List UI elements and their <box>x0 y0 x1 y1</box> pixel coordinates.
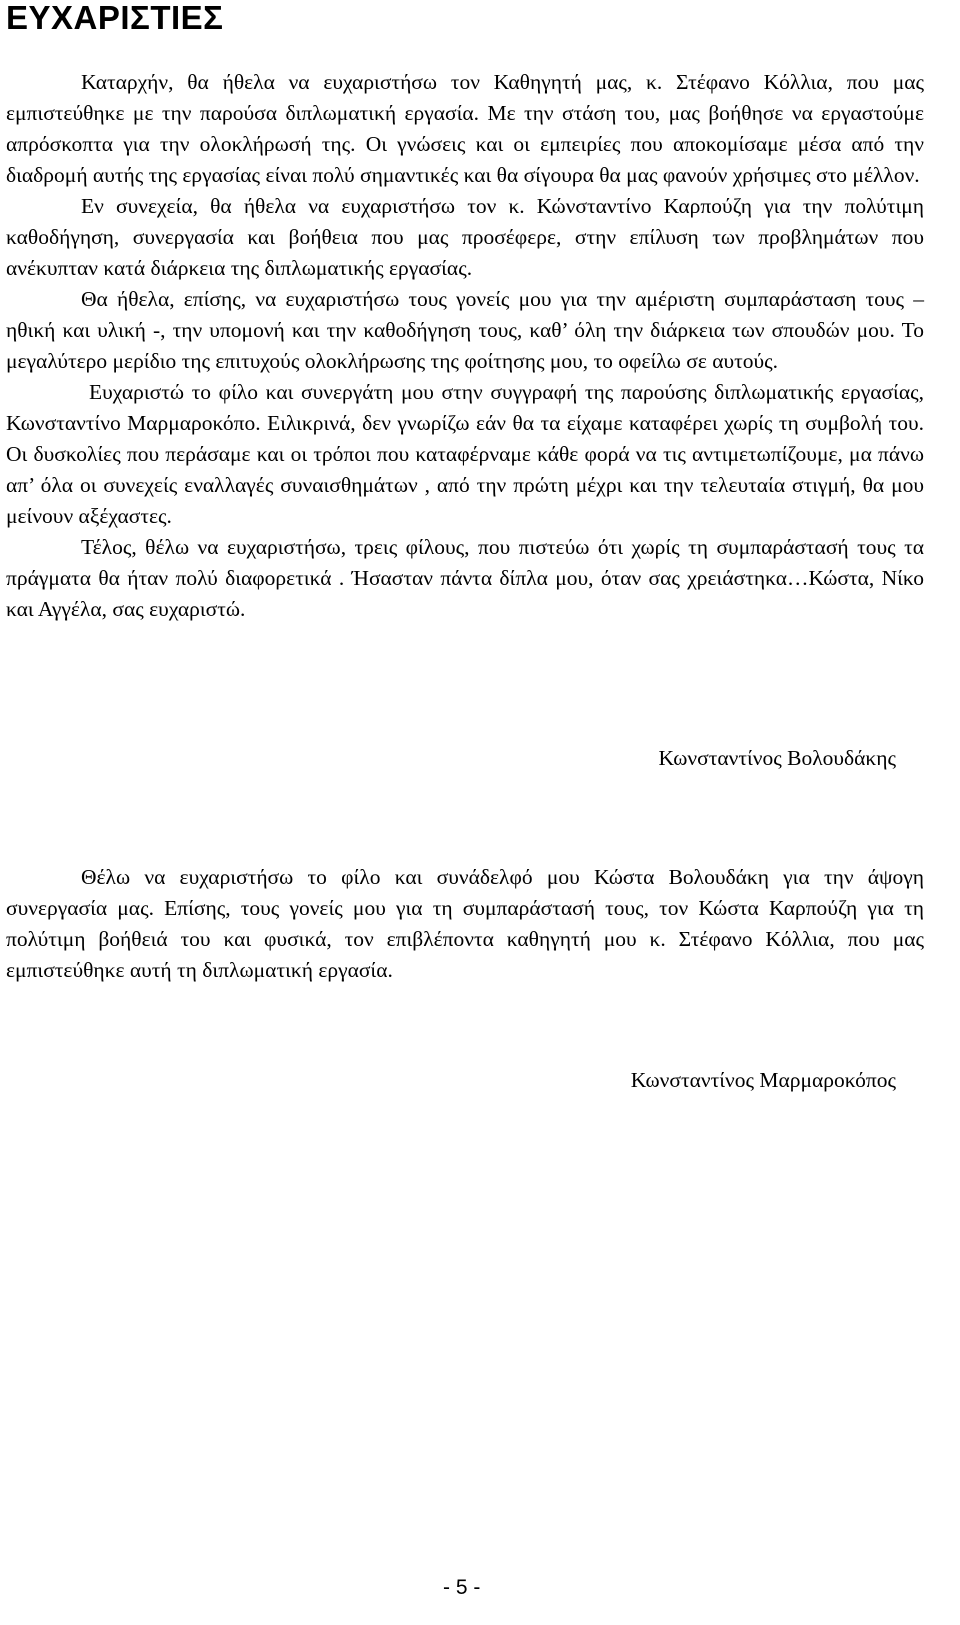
paragraph-4: Ευχαριστώ το φίλο και συνεργάτη μου στην συγγραφή της παρούσης διπλωματικής εργασίας, Κωνσταντίνο Μαρμαροκόπο. Ειλικρινά, δεν γνωρίζω εάν θα τα είχαμε καταφέρει χωρίς τη συμβολή του. Οι δυσκολίες που περάσαμε και οι τρόποι που καταφέρναμε κάθε φορά να τις αντιμετωπίζουμε, μα πάνω απ’ όλα οι συνεχείς εναλλαγές συναισθημάτων , από την πρώτη μέχρι και την τελευταία στιγμή, θα μου μείνουν αξέχαστες. <box>6 380 924 528</box>
paragraph-1: Καταρχήν, θα ήθελα να ευχαριστήσω τον Καθηγητή μας, κ. Στέφανο Κόλλια, που μας εμπιστεύθηκε με την παρούσα διπλωματική εργασία. Με την στάση του, μας βοήθησε να εργαστούμε απρόσκοπτα για την ολοκλήρωσή της. Οι γνώσεις και οι εμπειρίες που αποκομίσαμε μέσα από την διαδρομή αυτής της εργασίας είναι πολύ σημαντικές και θα σίγουρα θα μας φανούν χρήσιμες στο μέλλον. <box>6 70 924 187</box>
paragraph-6: Θέλω να ευχαριστήσω το φίλο και συνάδελφό μου Κώστα Βολουδάκη για την άψογη συνεργασία μας. Επίσης, τους γονείς μου για τη συμπαράστασή τους, τον Κώστα Καρπούζη για τη πολύτιμη βοήθειά του και φυσικά, τον επιβλέποντα καθηγητή μου κ. Στέφανο Κόλλια, που μας εμπιστεύθηκε αυτή τη διπλωματική εργασία. <box>6 865 924 982</box>
acknowledgements-section-1 <box>6 67 924 625</box>
signature-voloudakis: Κωνσταντίνος Βολουδάκης <box>658 746 896 770</box>
paragraph-5: Τέλος, θέλω να ευχαριστήσω, τρεις φίλους, που πιστεύω ότι χωρίς τη συμπαράστασή τους τα πράγματα θα ήταν πολύ διαφορετικά . Ήσασταν πάντα δίπλα μου, όταν σας χρειάστηκα…Κώστα, Νίκο και Αγγέλα, σας ευχαριστώ. <box>6 535 924 621</box>
paragraph-2: Εν συνεχεία, θα ήθελα να ευχαριστήσω τον κ. Κώνσταντίνο Καρπούζη για την πολύτιμη καθοδήγηση, συνεργασία και βοήθεια που μας προσέφερε, στην επίλυση των προβλημάτων που ανέκυπταν κατά διάρκεια της διπλωματικής εργασίας. <box>6 194 924 280</box>
page-title: ΕΥΧΑΡΙΣΤΙΕΣ <box>6 0 224 36</box>
paragraph-3: Θα ήθελα, επίσης, να ευχαριστήσω τους γονείς μου για την αμέριστη συμπαράσταση τους –ηθική και υλική -, την υπομονή και την καθοδήγηση τους, καθ’ όλη την διάρκεια των σπουδών μου. Το μεγαλύτερο μερίδιο της επιτυχούς ολοκλήρωσης της φοίτησης μου, το οφείλω σε αυτούς. <box>6 287 924 373</box>
acknowledgements-section-2 <box>6 862 924 986</box>
page-number: - 5 - <box>443 1576 481 1599</box>
signature-marmarokopos: Κωνσταντίνος Μαρμαροκόπος <box>630 1068 896 1092</box>
